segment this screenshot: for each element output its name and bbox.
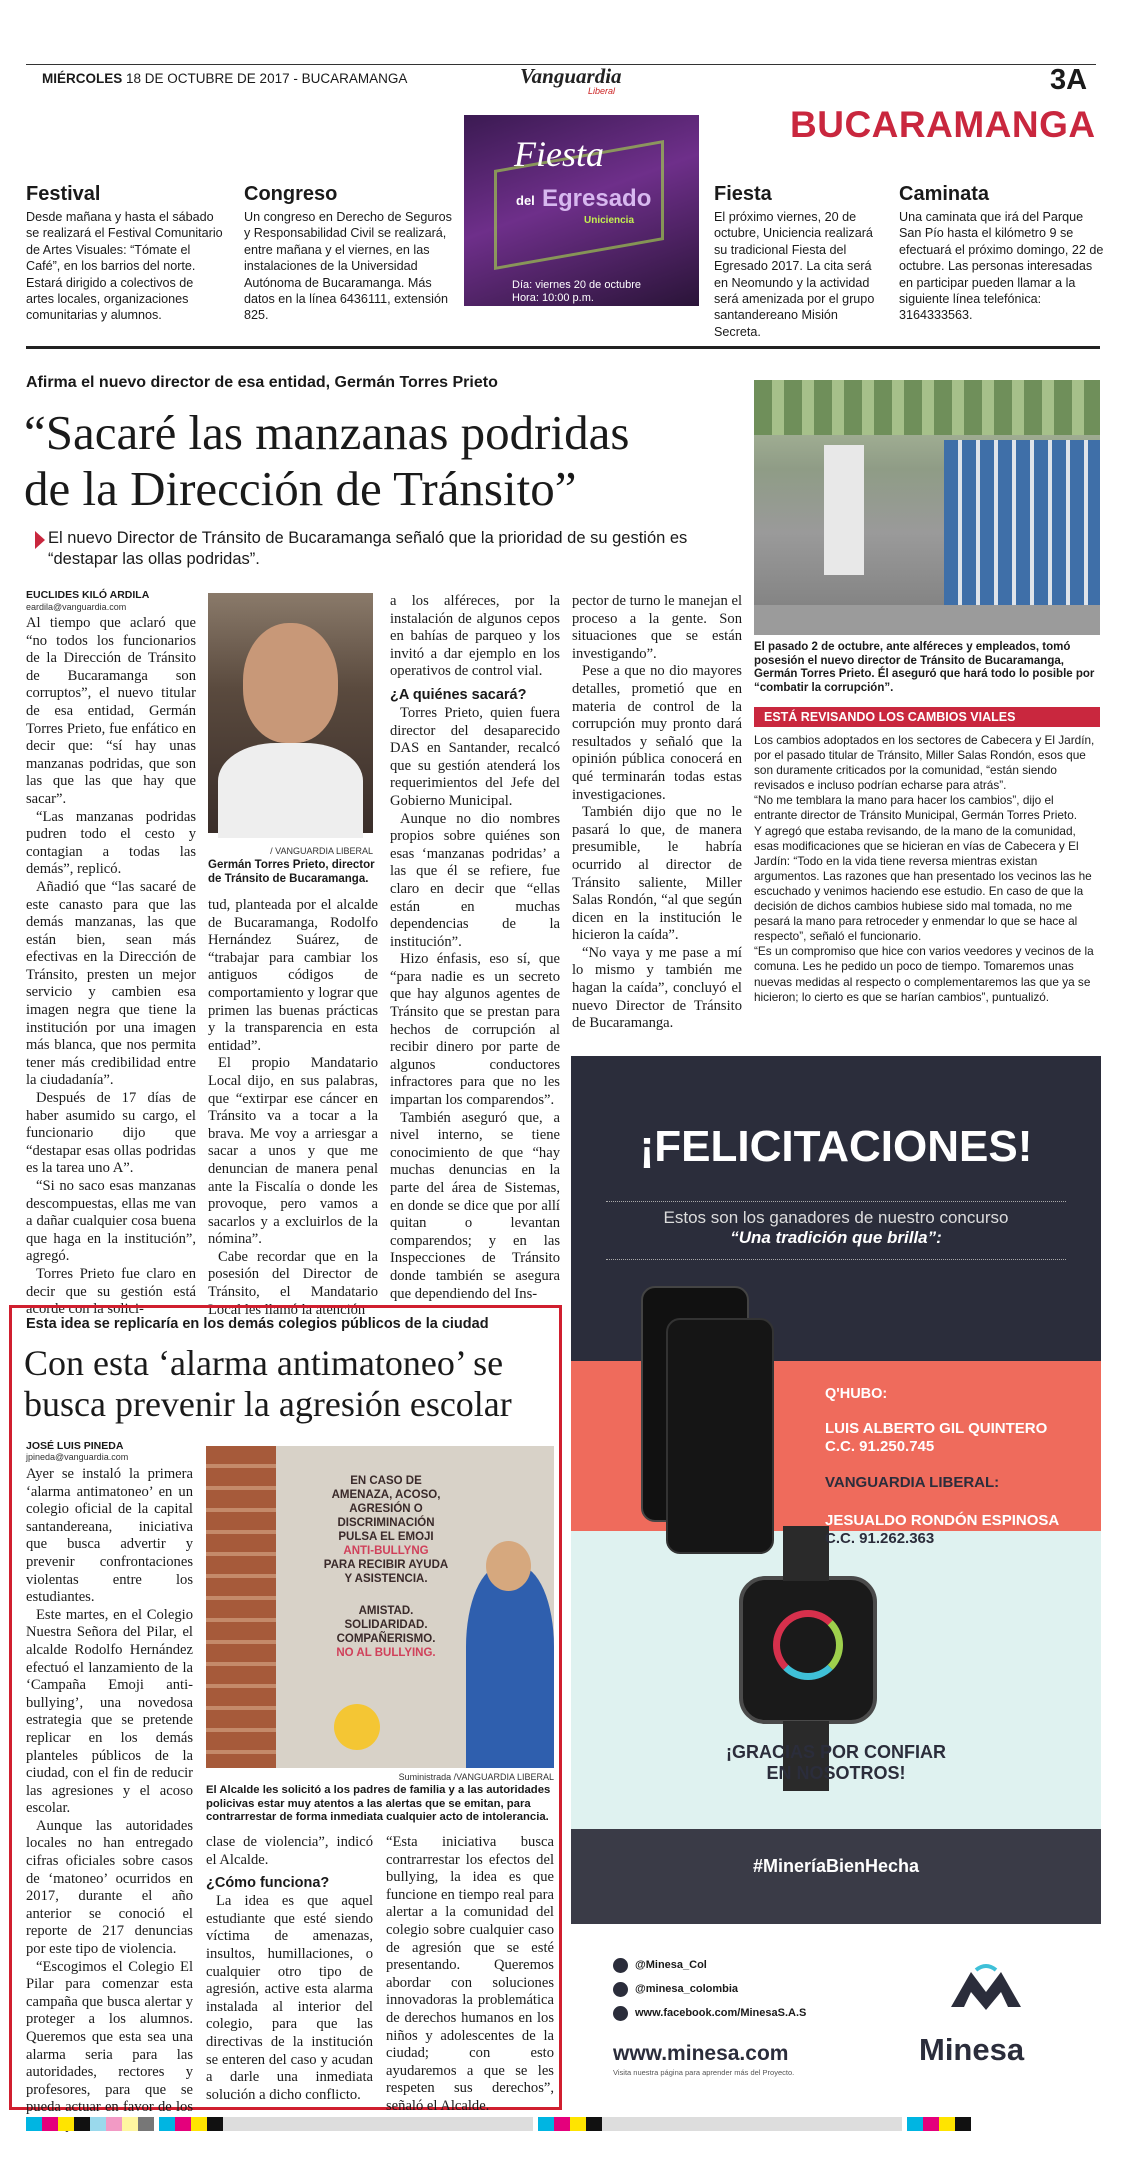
- second-email: jpineda@vanguardia.com: [26, 1452, 129, 1462]
- second-col-3: “Esta iniciativa busca contrarrestar los efectos del bullying, la idea es que funcione en tiempo real para alertar a la comunidad del colegio sobre cualquier caso de agresión que se esté presentando. Queremos abordar con soluciones innovadoras la problemática de derechos humanos en los niños y adolescentes de la ciudad; con esto ayudaremos a que se les respeten sus derechos”, señaló el Alcalde.: [386, 1834, 554, 2114]
- instagram-icon: [613, 1982, 628, 1997]
- color-registration-bar: [26, 2116, 1100, 2130]
- ad-footer: @Minesa_Col @minesa_colombia www.facebook.com/MinesaS.A.S www.minesa.com Visita nuestra página para aprender más del Proyecto. Minesa: [571, 1924, 1101, 2100]
- ad-hashtag: #MineríaBienHecha: [752, 1856, 920, 1876]
- main-headline: “Sacaré las manzanas podridas de la Dirección de Tránsito”: [24, 405, 630, 516]
- sidebar-text: Los cambios adoptados en los sectores de Cabecera y El Jardín, por el pasado titular de Tránsito, Miller Salas Rondón, esos que son duramente criticados por la comunidad, “están siendo revisados e incluso podrían echarse para atrás”. “No me temblara la mano para hacer los cambios”, dijo el entrante director de Tránsito Municipal, Germán Torres Prieto. Y agregó que estaba revisando, de la mano de la comunidad, esas modificaciones que se hicieran en vías de Cabecera y El Jardín: “Todo en la vida tiene reversa mientras existan argumentos. Las razones que han presentado los vecinos las he escuchado y venimos haciendo ese estudio. En caso de que la decisión de dichos cambios hubiese sido mal tomada, no me pesará la mano para retroceder y enmendar lo que se hace al respecto”, señaló el funcionario. “Es un compromiso que hice con varios veedores y vecinos de la comuna. Les he pedido un poco de tiempo. Tomaremos unas nuevas medidas al respecto o complementaremos las que ya se hicieron; lo cierto es que se harían cambios”, puntualizó.: [754, 733, 1095, 1004]
- ad-website: www.minesa.com: [613, 2042, 789, 2065]
- ad-cc-2: C.C. 91.262.363: [825, 1530, 935, 1547]
- masthead-sub: Liberal: [588, 86, 616, 96]
- ceremony-photo: [754, 380, 1100, 635]
- portrait-photo: [208, 593, 373, 833]
- brief-festival: Festival Desde mañana y hasta el sábado se realizará el Festival Comunitario de Artes Visuales: “Tómate el Café”, en los barrios del norte. Estará dirigido a colectivos de artes locales, organizaciones comunitarias y alumnos.: [26, 183, 223, 323]
- ad-cc-1: C.C. 91.250.745: [825, 1438, 935, 1455]
- main-col-4: pector de turno le manejan el proceso a la gente. Son situaciones que se están investigando”. Pese a que no dio mayores detalles, prometió que en materia de control de la corrupción muy pronto dará resultados y señaló que la opinión pública conocerá en qué terminarán todas estas investigaciones. También dijo que no le pasará lo que, de manera presumible, le habría ocurrido al director de Tránsito saliente, Miller Salas Rondón, “al que según dicen en la institución le hicieron la caída”. “No vaya y me pase a mí lo mismo y también me hagan la caída”, concluyó el nuevo Director de Tránsito de Bucaramanga.: [572, 593, 742, 1032]
- page-number: 3A: [1050, 64, 1088, 96]
- ad-winner-2: JESUALDO RONDÓN ESPINOSA: [825, 1512, 1060, 1529]
- minesa-logo-icon: [946, 1962, 1026, 2012]
- main-deck: El nuevo Director de Tránsito de Bucaramanga señaló que la prioridad de su gestión es “destapar las ollas podridas”.: [48, 529, 688, 568]
- second-headline: Con esta ‘alarma antimatoneo’ se busca prevenir la agresión escolar: [24, 1343, 512, 1424]
- facebook-icon: [613, 2006, 628, 2021]
- alarm-photo: EN CASO DE AMENAZA, ACOSO, AGRESIÓN O DISCRIMINACIÓN PULSA EL EMOJI ANTI-BULLYNG PARA RECIBIR AYUDA Y ASISTENCIA. AMISTAD. SOLIDARIDAD. COMPAÑERISMO. NO AL BULLYING.: [206, 1446, 554, 1768]
- brief-fiesta: Fiesta El próximo viernes, 20 de octubre, Uniciencia realizará su tradicional Fiesta del Egresado 2017. La cita será en Neomundo y la actividad será amenizada por el grupo santandereano Misión Secreta.: [714, 183, 875, 339]
- main-col-2: tud, planteada por el alcalde de Bucaramanga, Rodolfo Hernández Suárez, de “trabajar para cambiar los antiguos códigos de comportamiento y lograr que primen las buenas prácticas y la transparencia en esta entidad”. El propio Mandatario Local dijo, en sus palabras, que “extirpar ese cáncer en Tránsito va a tocar a la brava. Me voy a arriesgar a sacar a unos y que me denuncian de manera penal ante la Fiscalía o donde les provoque, pero vamos a sacarlos y a excluirlos de la nómina”. Cabe recordar que en la posesión del Director de Tránsito, el Mandatario Local les llamó la atención: [208, 897, 378, 1318]
- watch-image: [739, 1576, 877, 1724]
- second-col-1: Ayer se instaló la primera ‘alarma antimatoneo’ en un colegio oficial de la capital santandereana, iniciativa que busca advertir y prevenir confrontaciones violentas entre los estudiantes. Este martes, en el Colegio Nuestra Señora del Pilar, el alcalde Rodolfo Hernández efectuó el lanzamiento de la ‘Campaña Emoji anti-bullying’, una novedosa estrategia que se pretende replicar en los demás planteles públicos de la ciudad, con el fin de reducir las agresiones y el acoso escolar. Aunque las autoridades locales no han entregado cifras oficiales sobre casos de ‘matoneo’ ocurridos en 2017, durante el año anterior se conoció el reporte de 217 denuncias por este tipo de violencia. “Escogimos el Colegio El Pilar para comenzar esta campaña que busca alertar y proteger a los alumnos. Queremos que esta sea una alarma seria para las autoridades, rectores y profesores, para que se pueda actuar en favor de los: [26, 1466, 193, 2116]
- main-author: EUCLIDES KILÓ ARDILA: [26, 589, 150, 601]
- dateline: MIÉRCOLES 18 DE OCTUBRE DE 2017 - BUCARAMANGA: [42, 71, 408, 86]
- main-col-3: a los alféreces, por la instalación de algunos cepos en bahías de parqueo y los invitó a dar ejemplo en los operativos de control vial. ¿A quiénes sacará? Torres Prieto, quien fuera director del desaparecido DAS en Santander, recalcó que su gestión atenderá los requerimientos del Jefe del Gobierno Municipal. Aunque no dio nombres propios sobre quiénes son esas ‘manzanas podridas’ a las que él se refiere, fue claro en decir que “ellas están en muchas dependencias de la institución”. Hizo énfasis, eso sí, que “para nadie es un secreto que hay algunos agentes de Tránsito que se prestan para hechos de corrupción al recibir dinero por parte de algunos conductores infractores para que no les impartan los comparendos”. También aseguró que, a nivel interno, se tiene conocimiento de que “hay muchas denuncias en la parte del área de Sistemas, en donde se dice que por allí quitan o levantan comparendos; y en las Inspecciones de Tránsito donde también se asegura que dependiendo del Ins-: [390, 593, 560, 1302]
- portrait-caption: Germán Torres Prieto, director de Tránsito de Bucaramanga.: [208, 859, 375, 885]
- second-kicker: Esta idea se replicaría en los demás colegios públicos de la ciudad: [26, 1316, 489, 1332]
- ad-sub2: “Una tradición que brilla”:: [730, 1228, 942, 1247]
- ceremony-caption: El pasado 2 de octubre, ante alféreces y empleados, tomó posesión el nuevo director de Tránsito de Bucaramanga, Germán Torres Prieto. Él aseguró que hará todo lo posible por “combatir la corrupción”.: [754, 641, 1095, 694]
- ad-winner-1: LUIS ALBERTO GIL QUINTERO: [825, 1420, 1048, 1437]
- alarm-photo-caption: El Alcalde les solicitó a los padres de familia y a las autoridades policivas estar muy atentos a las alertas que se emitan, para contrarrestar de forma inmediata cualquier acto de intolerancia.: [206, 1784, 551, 1824]
- main-kicker: Afirma el nuevo director de esa entidad, Germán Torres Prieto: [26, 374, 498, 391]
- minesa-brand: Minesa: [919, 2032, 1025, 2067]
- second-col-2: clase de violencia”, indicó el Alcalde. ¿Cómo funciona? La idea es que aquel estudiante que esté siendo víctima de amenazas, insultos, humillaciones, o cualquier otro tipo de agresión, active esta alarma instalada al interior del colegio, para que las directivas de la institución se enteren del caso y acudan a darle una inmediata solución a dicho conflicto.: [206, 1834, 373, 2103]
- ad-label-2: VANGUARDIA LIBERAL:: [825, 1474, 1000, 1491]
- brief-caminata: Caminata Una caminata que irá del Parque San Pío hasta el kilómetro 9 se efectuará el próximo domingo, 22 de octubre. Las personas interesadas en participar pueden llamar a la siguiente línea telefónica: 3164333563.: [899, 183, 1104, 323]
- alarm-photo-credit: Suministrada /VANGUARDIA LIBERAL: [398, 1772, 554, 1782]
- ad-headline: ¡FELICITACIONES!: [639, 1122, 1033, 1171]
- main-email: eardila@vanguardia.com: [26, 602, 127, 612]
- ad-thanks: ¡GRACIAS POR CONFIAR EN NOSOTROS!: [726, 1742, 946, 1783]
- masthead: Vanguardia: [520, 64, 622, 88]
- portrait-credit: / VANGUARDIA LIBERAL: [270, 846, 373, 856]
- minesa-ad: [571, 1056, 1101, 1924]
- twitter-icon: [613, 1958, 628, 1973]
- fiesta-poster: Fiesta del Egresado Uniciencia Día: viernes 20 de octubre Hora: 10:00 p.m.: [464, 115, 699, 306]
- section-title: BUCARAMANGA: [790, 104, 1096, 145]
- emoji-button-icon: [334, 1704, 380, 1750]
- second-author: JOSÉ LUIS PINEDA: [26, 1440, 124, 1452]
- main-col-1: Al tiempo que aclaró que “no todos los funcionarios de la Dirección de Tránsito de Bucaramanga son corruptos”, el nuevo titular de esa entidad, Germán Torres Prieto, fue enfático en decir que: “sí hay unas manzanas podridas, que son las que las que hay que sacar”. “Las manzanas podridas pudren todo el cesto y contagian a todas las demás”, replicó. Añadió que “las sacaré de este canasto para que las demás manzanas, las que están bien, sean más efectivas en la Dirección de Tránsito, presten un mejor servicio y cambien esa imagen negra que tiene la institución por una imagen más blanca, que nos permita tener más credibilidad entre la ciudadanía”. Después de 17 días de haber asumido su cargo, el funcionario dijo que “destapar esas ollas podridas es la tarea uno A”. “Si no saco esas manzanas descompuestas, ellas me van a dañar cualquier cosa buena que haga en la institución”, agregó. Torres Prieto fue claro en decir que su gestión está acorde con la solici-: [26, 615, 196, 1318]
- ad-sub1: Estos son los ganadores de nuestro concurso: [663, 1208, 1009, 1227]
- ad-label-1: Q'HUBO:: [825, 1386, 888, 1402]
- sidebar-title: ESTÁ REVISANDO LOS CAMBIOS VIALES: [754, 707, 1100, 727]
- deck-arrow-icon: [35, 531, 45, 549]
- brief-congreso: Congreso Un congreso en Derecho de Seguros y Responsabilidad Civil se realizará, entre mañana y el viernes, en las instalaciones de la Universidad Autónoma de Bucaramanga. Más datos en la línea 6436111, extensión 825.: [244, 183, 452, 323]
